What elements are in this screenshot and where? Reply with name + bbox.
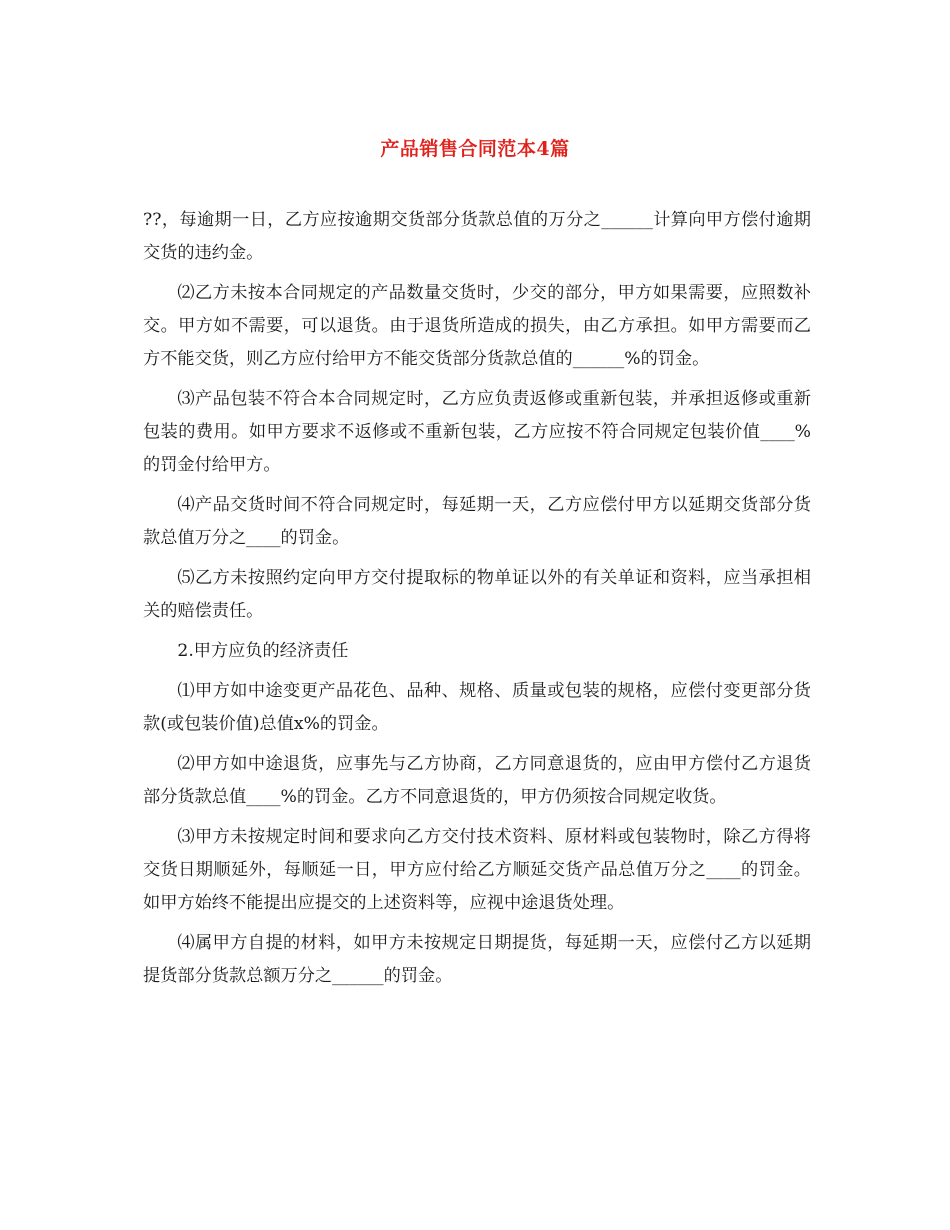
paragraph-packaging-nonconformity: ⑶产品包装不符合本合同规定时，乙方应负责返修或重新包装，并承担返修或重新包装的费用。如甲方要求不返修或不重新包装，乙方应按不符合同规定包装价值____%的罚金付给甲方。 (143, 389, 811, 475)
paragraph-change-specs: ⑴甲方如中途变更产品花色、品种、规格、质量或包装的规格，应偿付变更部分货款(或包装价值)总值x%的罚金。 (143, 681, 811, 734)
paragraph-quantity-shortfall: ⑵乙方未按本合同规定的产品数量交货时，少交的部分，甲方如果需要，应照数补交。甲方如不需要，可以退货。由于退货所造成的损失，由乙方承担。如甲方需要而乙方不能交货，则乙方应付给甲方不能交货部分货款总值的______%的罚金。 (143, 283, 811, 369)
paragraph-delivery-delay: ⑷产品交货时间不符合同规定时，每延期一天，乙方应偿付甲方以延期交货部分货款总值万分之____的罚金。 (143, 495, 811, 548)
document-body (143, 204, 811, 1000)
paragraph-overdue-penalty: ??，每逾期一日，乙方应按逾期交货部分货款总值的万分之______计算向甲方偿付逾期交货的违约金。 (143, 210, 811, 263)
paragraph-documents-liability: ⑸乙方未按照约定向甲方交付提取标的物单证以外的有关单证和资料，应当承担相关的赔偿责任。 (143, 568, 811, 621)
paragraph-self-pickup-delay: ⑷属甲方自提的材料，如甲方未按规定日期提货，每延期一天，应偿付乙方以延期提货部分货款总额万分之______的罚金。 (143, 933, 811, 986)
document-title: 产品销售合同范本4篇 (380, 138, 570, 160)
paragraph-late-materials: ⑶甲方未按规定时间和要求向乙方交付技术资料、原材料或包装物时，除乙方得将交货日期顺延外，每顺延一日，甲方应付给乙方顺延交货产品总值万分之____的罚金。如甲方始终不能提出应提交的上述资料等，应视中途退货处理。 (143, 827, 811, 913)
section-heading-party-a-liability: 2.甲方应负的经济责任 (177, 641, 349, 661)
paragraph-midway-return: ⑵甲方如中途退货，应事先与乙方协商，乙方同意退货的，应由甲方偿付乙方退货部分货款总值____%的罚金。乙方不同意退货的，甲方仍须按合同规定收货。 (143, 754, 811, 807)
